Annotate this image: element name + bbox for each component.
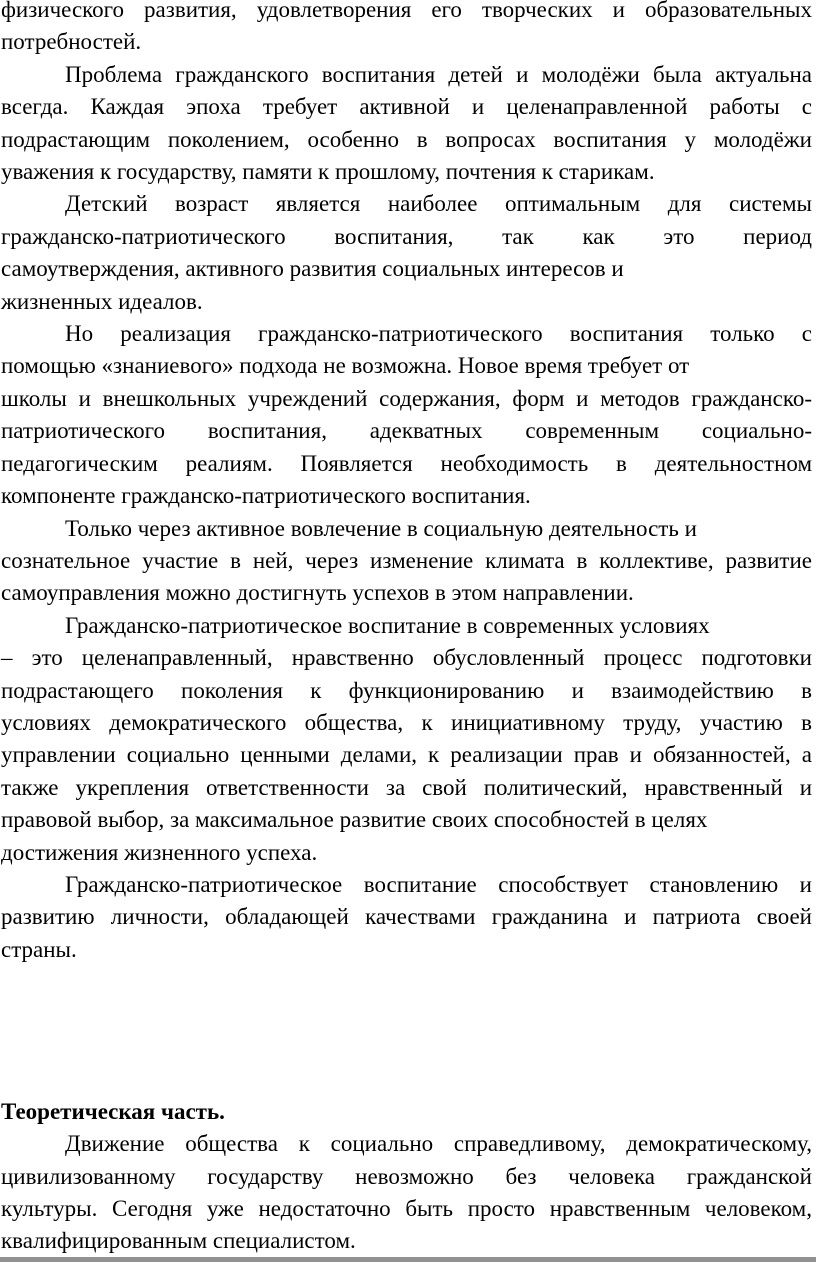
text-line: правовой выбор, за максимальное развитие своих способностей в целях	[1, 807, 708, 833]
text-line: помощью «знаниевого» подхода не возможна. Новое время требует от	[1, 353, 690, 379]
text-line: – это целенаправленный, нравственно обусловленный процесс подготовки	[1, 645, 812, 671]
text-line: сознательное участие в ней, через изменение климата в коллективе, развитие	[1, 547, 812, 573]
section-heading: Теоретическая часть.	[1, 1098, 225, 1124]
text-line: компоненте гражданско-патриотического воспитания.	[1, 483, 531, 509]
text-line: развитию личности, обладающей качествами гражданина и патриота своей	[1, 904, 812, 930]
text-line: достижения жизненного успеха.	[1, 839, 318, 865]
text-line: жизненных идеалов.	[1, 288, 203, 314]
text-line: цивилизованному государству невозможно без человека гражданской	[1, 1163, 812, 1189]
text-line: управлении социально ценными делами, к реализации прав и обязанностей, а	[1, 742, 812, 768]
text-line: самоутверждения, активного развития социальных интересов и	[1, 256, 624, 282]
text-line: гражданско-патриотического воспитания, так как это период	[1, 223, 812, 249]
text-line: подрастающего поколения к функционированию и взаимодействию в	[1, 677, 812, 703]
text-line: педагогическим реалиям. Появляется необходимость в деятельностном	[1, 450, 812, 476]
text-line: квалифицированным специалистом.	[1, 1228, 356, 1254]
text-line: Детский возраст является наиболее оптимальным для системы	[65, 191, 812, 217]
text-line: всегда. Каждая эпоха требует активной и целенаправленной работы с	[1, 94, 812, 120]
text-line: Движение общества к социально справедливому, демократическому,	[65, 1131, 812, 1157]
document-text	[1, 0, 812, 1258]
text-line: Гражданско-патриотическое воспитание способствует становлению и	[65, 871, 812, 897]
text-line: школы и внешкольных учреждений содержания, форм и методов гражданско-	[1, 385, 812, 411]
text-line: Но реализация гражданско-патриотического воспитания только с	[65, 321, 812, 347]
text-line: уважения к государству, памяти к прошлому, почтения к старикам.	[1, 159, 655, 185]
text-line: физического развития, удовлетворения его творческих и образовательных	[1, 0, 812, 22]
text-line: самоуправления можно достигнуть успехов в этом направлении.	[1, 580, 634, 606]
text-line: также укрепления ответственности за свой политический, нравственный и	[1, 774, 812, 800]
blank-line	[1, 1031, 812, 1063]
text-line: подрастающим поколением, особенно в вопросах воспитания у молодёжи	[1, 126, 812, 152]
text-line: Гражданско-патриотическое воспитание в современных условиях	[65, 612, 710, 638]
text-line: потребностей.	[1, 29, 142, 55]
text-line: страны.	[1, 936, 77, 962]
blank-line	[1, 999, 812, 1031]
text-line: условиях демократического общества, к инициативному труду, участию в	[1, 709, 812, 735]
blank-line	[1, 1063, 812, 1095]
text-line: Только через активное вовлечение в социальную деятельность и	[65, 515, 697, 541]
text-line: патриотического воспитания, адекватных современным социально-	[1, 418, 812, 444]
blank-line	[1, 966, 812, 998]
page-bottom-edge	[0, 1257, 816, 1262]
text-line: культуры. Сегодня уже недостаточно быть просто нравственным человеком,	[1, 1196, 812, 1222]
text-line: Проблема гражданского воспитания детей и молодёжи была актуальна	[65, 61, 812, 87]
